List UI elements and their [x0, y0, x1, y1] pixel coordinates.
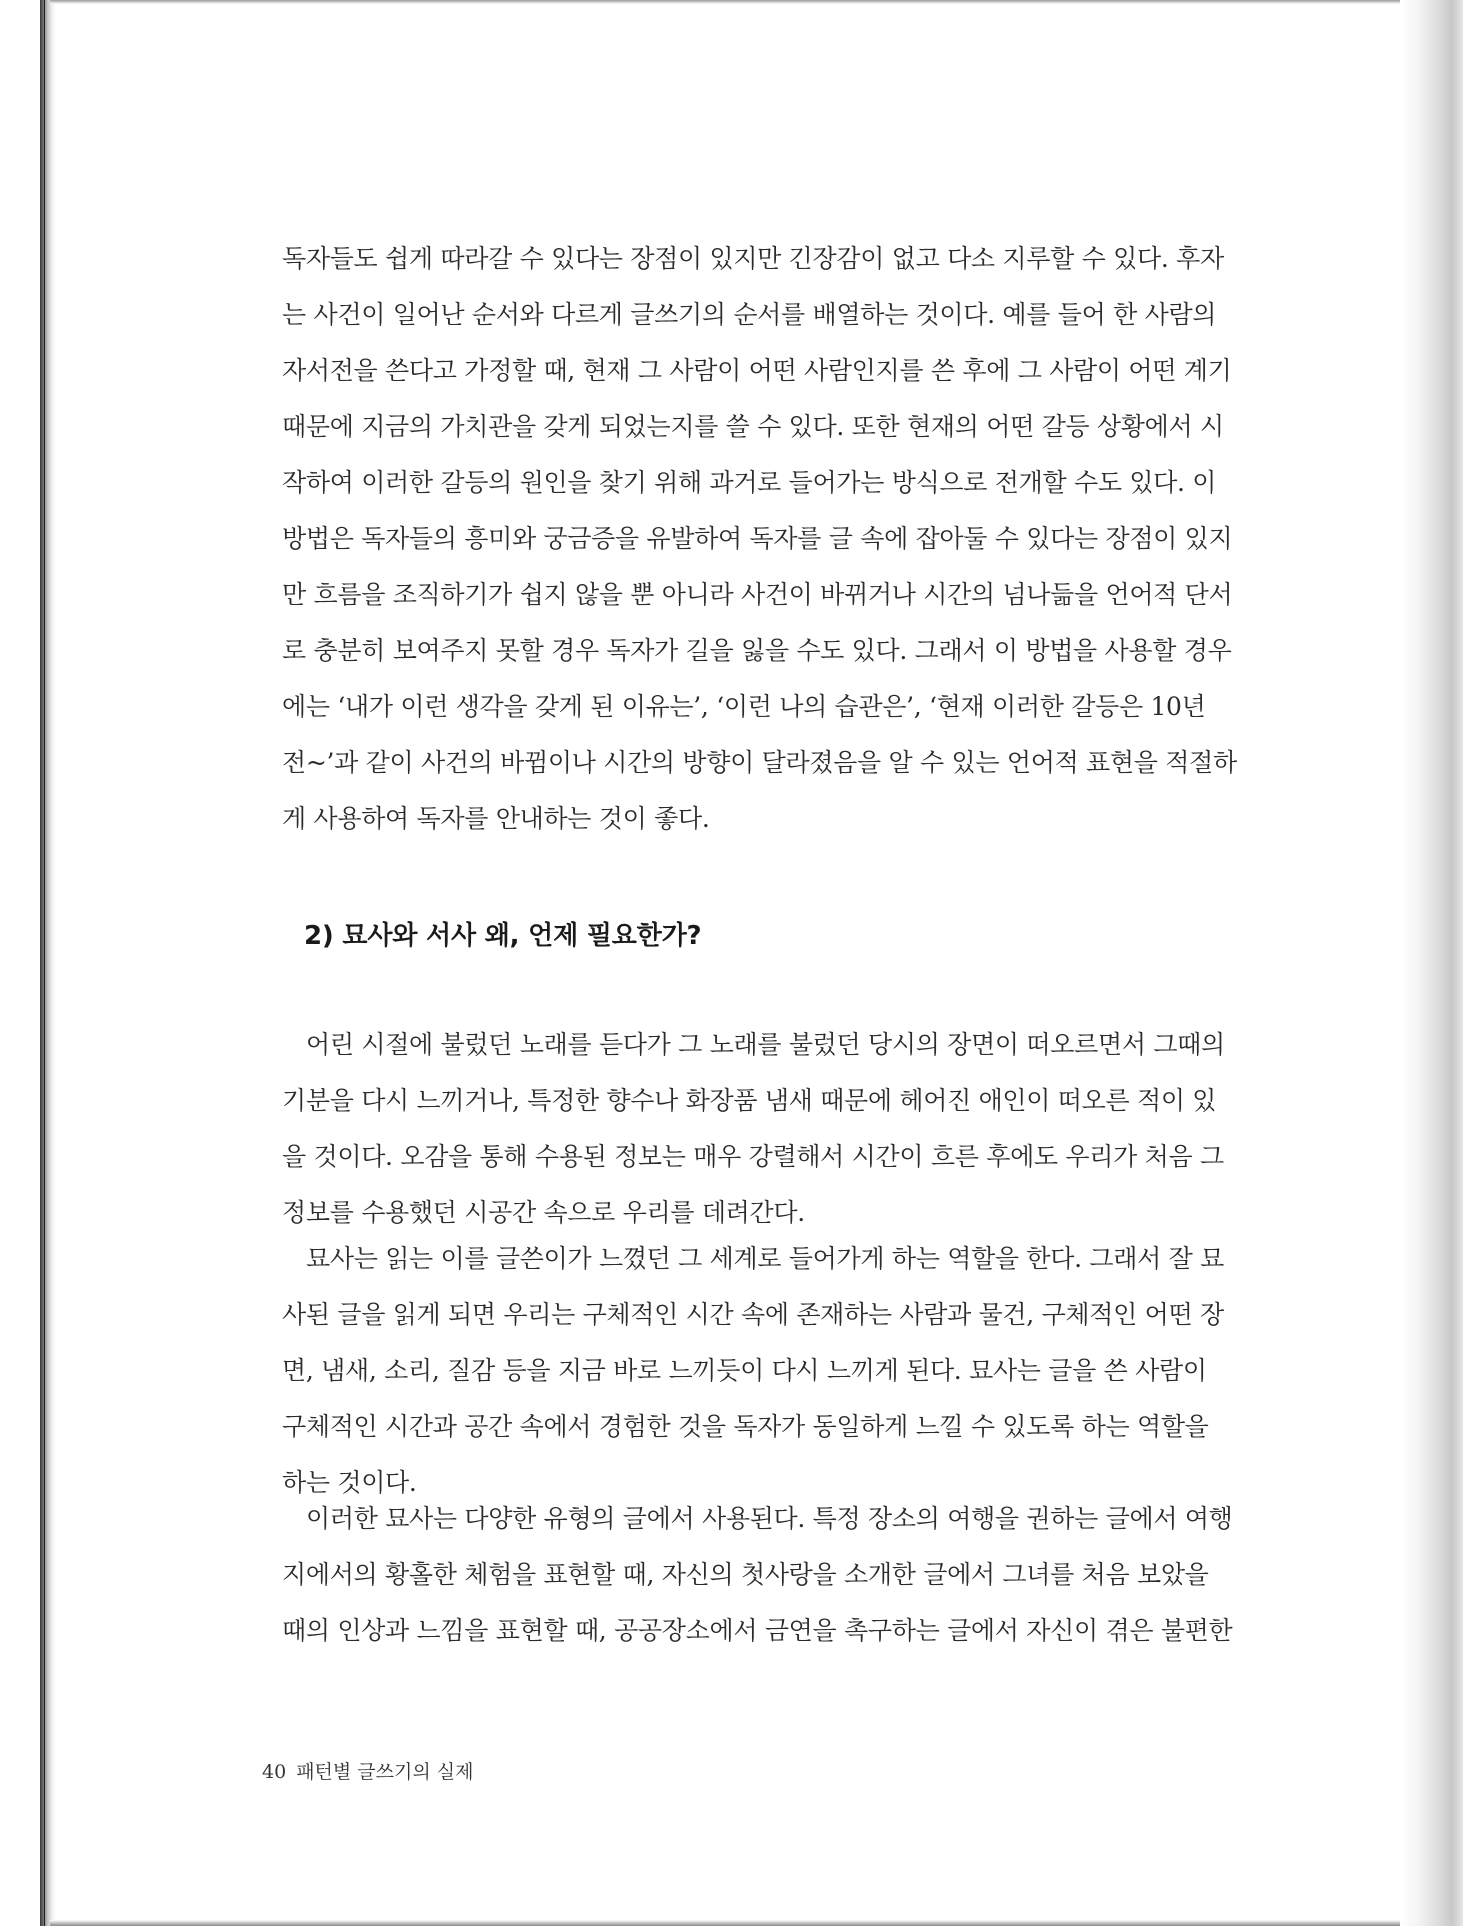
paragraph-3	[282, 1491, 1237, 1659]
text-line: 면, 냄새, 소리, 질감 등을 지금 바로 느끼듯이 다시 느끼게 된다. 묘사는 글을 쓴 사람이	[282, 1356, 1207, 1385]
text-line: 기분을 다시 느끼거나, 특정한 향수나 화장품 냄새 때문에 헤어진 애인이 떠오른 적이 있	[282, 1086, 1217, 1115]
section-heading: 2) 묘사와 서사 왜, 언제 필요한가?	[304, 921, 702, 951]
text-line: 작하여 이러한 갈등의 원인을 찾기 위해 과거로 들어가는 방식으로 전개할 수도 있다. 이	[282, 468, 1217, 497]
text-line: 로 충분히 보여주지 못할 경우 독자가 길을 잃을 수도 있다. 그래서 이 방법을 사용할 경우	[282, 636, 1232, 665]
page-curl-shadow	[1400, 0, 1463, 1926]
text-line: 때의 인상과 느낌을 표현할 때, 공공장소에서 금연을 촉구하는 글에서 자신이 겪은 불편한	[282, 1616, 1233, 1645]
page-footer	[262, 1757, 473, 1784]
paragraph-continued	[282, 231, 1237, 847]
book-binding-edge	[44, 0, 45, 1926]
paragraph-1	[282, 1017, 1237, 1241]
page-bottom-edge	[50, 1920, 1410, 1926]
page-top-edge	[50, 0, 1410, 4]
text-line: 방법은 독자들의 흥미와 궁금증을 유발하여 독자를 글 속에 잡아둘 수 있다는 장점이 있지	[282, 524, 1233, 553]
text-line: 는 사건이 일어난 순서와 다르게 글쓰기의 순서를 배열하는 것이다. 예를 들어 한 사람의	[282, 300, 1217, 329]
text-line: 묘사는 읽는 이를 글쓴이가 느꼈던 그 세계로 들어가게 하는 역할을 한다. 그래서 잘 묘	[306, 1244, 1224, 1273]
text-line: 정보를 수용했던 시공간 속으로 우리를 데려간다.	[282, 1198, 805, 1227]
text-line: 자서전을 쓴다고 가정할 때, 현재 그 사람이 어떤 사람인지를 쓴 후에 그 사람이 어떤 계기	[282, 356, 1232, 385]
text-line: 지에서의 황홀한 체험을 표현할 때, 자신의 첫사랑을 소개한 글에서 그녀를 처음 보았을	[282, 1560, 1209, 1589]
text-line: 만 흐름을 조직하기가 쉽지 않을 뿐 아니라 사건이 바뀌거나 시간의 넘나듦을 언어적 단서	[282, 580, 1233, 609]
text-line: 때문에 지금의 가치관을 갖게 되었는지를 쓸 수 있다. 또한 현재의 어떤 갈등 상황에서 시	[282, 412, 1224, 441]
text-line: 이러한 묘사는 다양한 유형의 글에서 사용된다. 특정 장소의 여행을 권하는 글에서 여행	[306, 1504, 1233, 1533]
paragraph-2	[282, 1231, 1237, 1511]
text-line: 구체적인 시간과 공간 속에서 경험한 것을 독자가 동일하게 느낄 수 있도록 하는 역할을	[282, 1412, 1209, 1441]
running-title: 패턴별 글쓰기의 실제	[296, 1761, 474, 1783]
page-number: 40	[262, 1761, 287, 1783]
text-line: 하는 것이다.	[282, 1468, 417, 1497]
text-line: 독자들도 쉽게 따라갈 수 있다는 장점이 있지만 긴장감이 없고 다소 지루할 수 있다. 후자	[282, 244, 1224, 273]
text-line: 을 것이다. 오감을 통해 수용된 정보는 매우 강렬해서 시간이 흐른 후에도 우리가 처음 그	[282, 1142, 1224, 1171]
text-line: 어린 시절에 불렀던 노래를 듣다가 그 노래를 불렀던 당시의 장면이 떠오르면서 그때의	[306, 1030, 1225, 1059]
text-line: 에는 ‘내가 이런 생각을 갖게 된 이유는’, ‘이런 나의 습관은’, ‘현재 이러한 갈등은 10년	[282, 692, 1206, 721]
text-line: 게 사용하여 독자를 안내하는 것이 좋다.	[282, 804, 710, 833]
text-line: 사된 글을 읽게 되면 우리는 구체적인 시간 속에 존재하는 사람과 물건, 구체적인 어떤 장	[282, 1300, 1224, 1329]
book-binding-shadow	[40, 0, 56, 1926]
text-line: 전~’과 같이 사건의 바뀜이나 시간의 방향이 달라졌음을 알 수 있는 언어적 표현을 적절하	[282, 748, 1237, 777]
